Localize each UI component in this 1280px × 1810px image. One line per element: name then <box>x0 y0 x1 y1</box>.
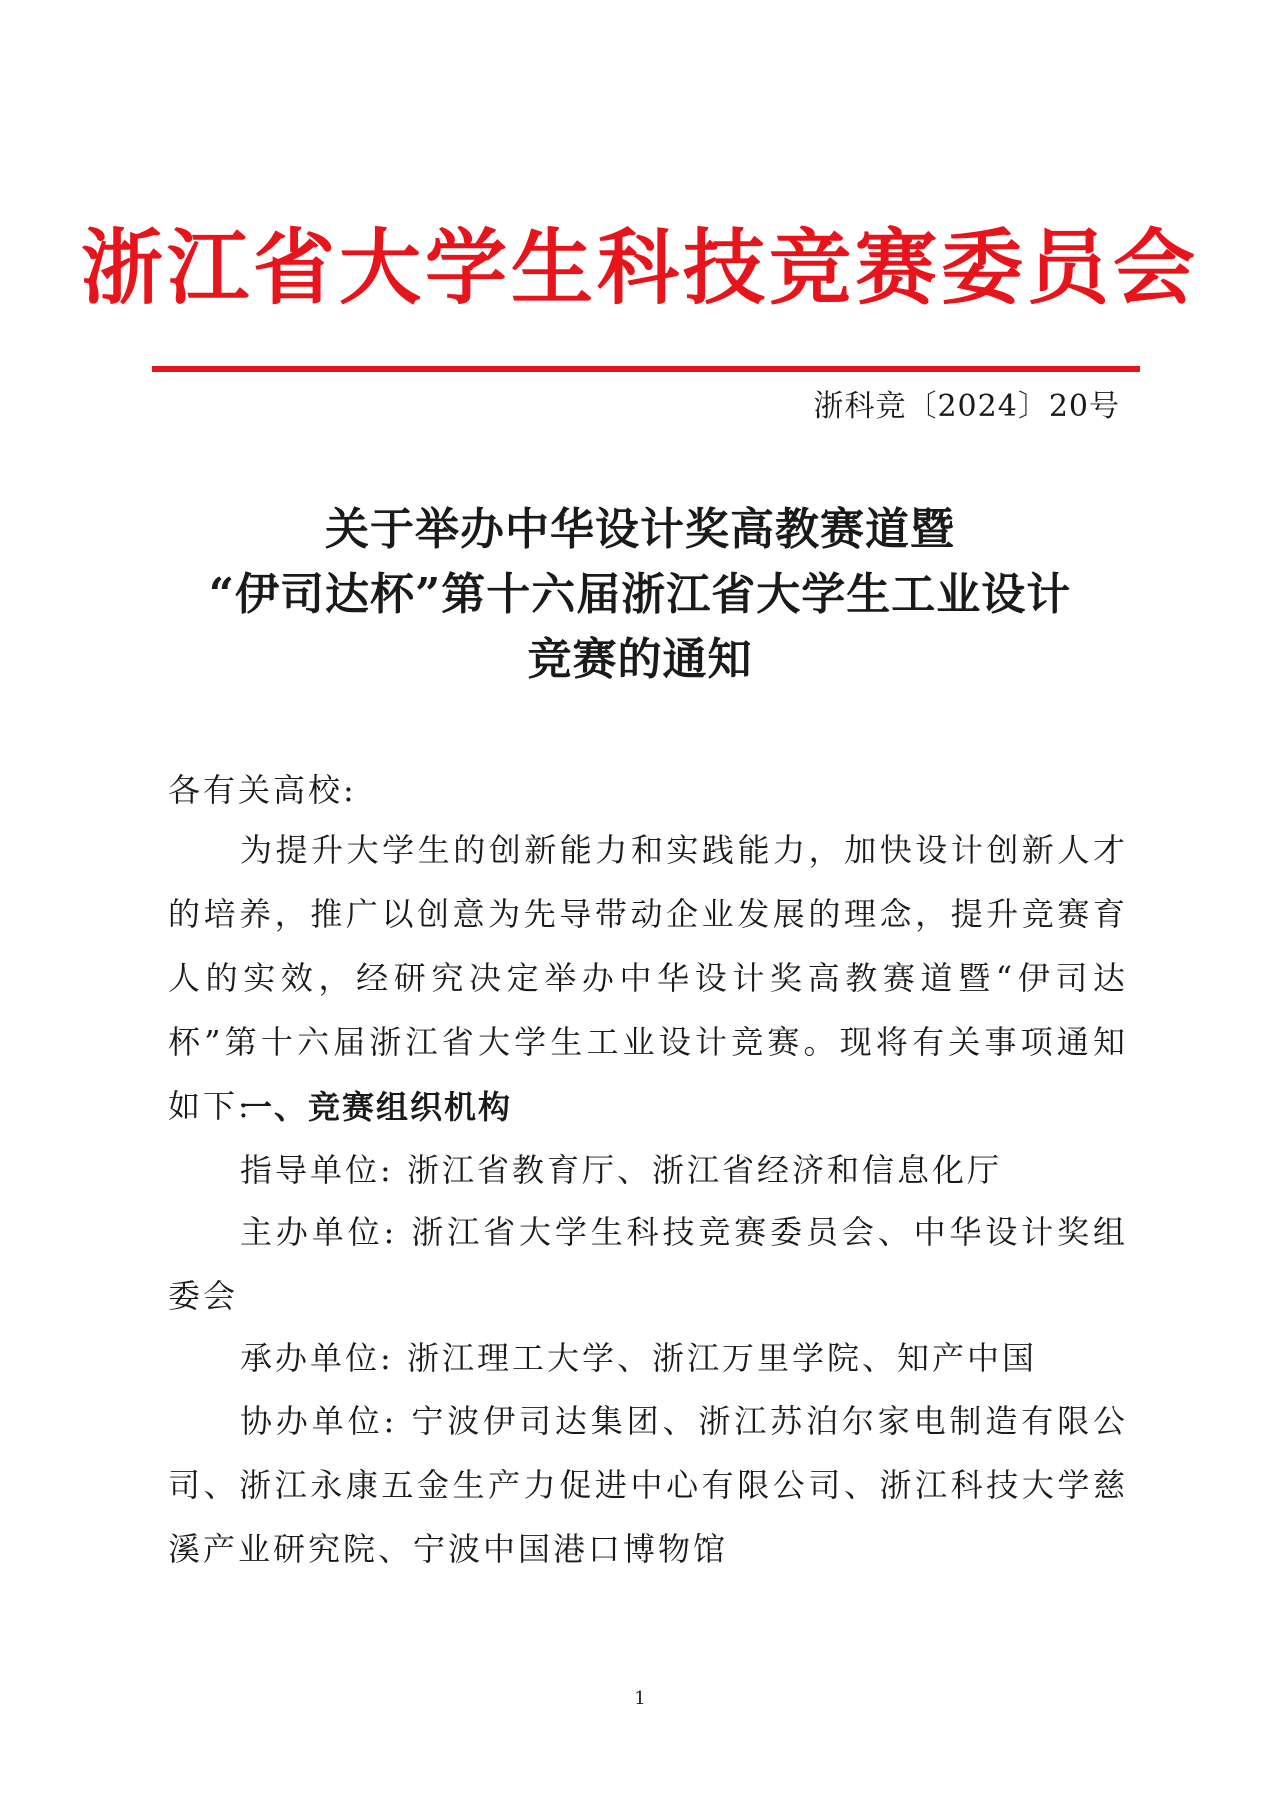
co-organizer-unit: 协办单位: 宁波伊司达集团、浙江苏泊尔家电制造有限公司、浙江永康五金生产力促进中心有限公司、浙江科技大学慈溪产业研究院、宁波中国港口博物馆 <box>168 1402 1128 1568</box>
title-line-1: 关于举办中华设计奖高教赛道暨 <box>325 504 955 555</box>
host-unit: 主办单位: 浙江省大学生科技竞赛委员会、中华设计奖组委会 <box>168 1213 1128 1315</box>
masthead-org-name: 浙江省大学生科技竞赛委员会 <box>80 221 1199 316</box>
red-header-rule <box>152 366 1140 372</box>
intro-paragraph: 为提升大学生的创新能力和实践能力，加快设计创新人才的培养，推广以创意为先导带动企业发展的理念，提升竞赛育人的实效，经研究决定举办中华设计奖高教赛道暨“伊司达杯”第十六届浙江省大学生工业设计竞赛。现将有关事项通知如下: <box>168 831 1128 1125</box>
salutation: 各有关高校: <box>168 771 357 809</box>
guiding-unit: 指导单位: 浙江省教育厅、浙江省经济和信息化厅 <box>240 1151 1002 1189</box>
section-heading-organization: 一、竞赛组织机构 <box>240 1088 513 1126</box>
page-number: 1 <box>634 1688 646 1709</box>
organizer-unit: 承办单位: 浙江理工大学、浙江万里学院、知产中国 <box>240 1339 1037 1377</box>
title-line-3: 竞赛的通知 <box>527 634 753 685</box>
document-number: 浙科竞〔2024〕20号 <box>813 389 1120 424</box>
title-line-2: “伊司达杯”第十六届浙江省大学生工业设计 <box>208 569 1072 620</box>
